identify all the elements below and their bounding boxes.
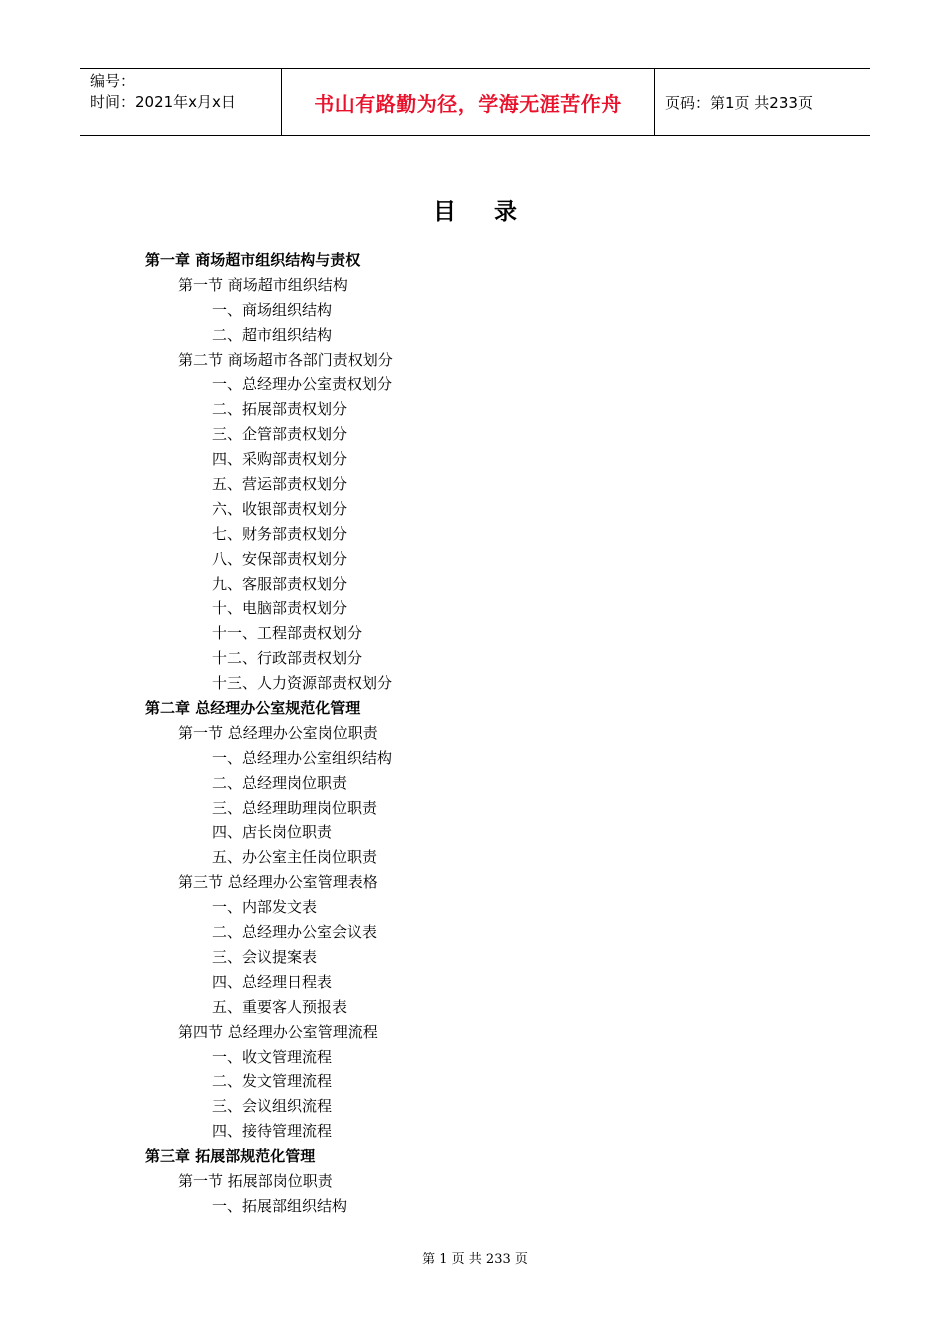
toc-subsection[interactable]: 三、会议提案表	[212, 947, 318, 966]
toc-subsection[interactable]: 八、安保部责权划分	[212, 549, 348, 568]
toc-subsection[interactable]: 六、收银部责权划分	[212, 499, 348, 518]
header-page-number: 页码：第1页 共233页	[665, 93, 813, 112]
toc-subsection[interactable]: 三、企管部责权划分	[212, 425, 348, 444]
toc-subsection[interactable]: 四、总经理日程表	[212, 972, 333, 991]
toc-subsection[interactable]: 一、总经理办公室责权划分	[212, 375, 393, 394]
toc-subsection[interactable]: 五、办公室主任岗位职责	[212, 848, 378, 867]
toc-chapter[interactable]: 第二章 总经理办公室规范化管理	[145, 699, 361, 718]
header-motto: 书山有路勤为径，学海无涯苦作舟	[282, 69, 655, 135]
toc-subsection[interactable]: 二、拓展部责权划分	[212, 400, 348, 419]
toc-section[interactable]: 第三节 总经理办公室管理表格	[178, 873, 378, 892]
toc-subsection[interactable]: 十三、人力资源部责权划分	[212, 674, 393, 693]
page-header	[80, 68, 870, 136]
toc-subsection[interactable]: 七、财务部责权划分	[212, 524, 348, 543]
toc-section[interactable]: 第一节 商场超市组织结构	[178, 275, 348, 294]
toc-section[interactable]: 第一节 拓展部岗位职责	[178, 1171, 333, 1190]
toc-subsection[interactable]: 四、店长岗位职责	[212, 823, 333, 842]
toc-subsection[interactable]: 一、拓展部组织结构	[212, 1196, 348, 1215]
toc-chapter[interactable]: 第一章 商场超市组织结构与责权	[145, 251, 361, 269]
toc-subsection[interactable]: 一、商场组织结构	[212, 300, 333, 319]
toc-subsection[interactable]: 一、收文管理流程	[212, 1047, 333, 1066]
toc-chapter[interactable]: 第三章 拓展部规范化管理	[145, 1147, 316, 1166]
header-date: 时间：2021年x月x日	[90, 93, 236, 111]
page-footer: 第 1 页 共 233 页	[422, 1252, 528, 1267]
toc-subsection[interactable]: 一、内部发文表	[212, 898, 318, 917]
toc-subsection[interactable]: 三、会议组织流程	[212, 1097, 333, 1116]
toc-section[interactable]: 第二节 商场超市各部门责权划分	[178, 350, 393, 369]
table-of-contents	[0, 248, 950, 1219]
toc-subsection[interactable]: 三、总经理助理岗位职责	[212, 798, 378, 817]
header-meta	[80, 69, 282, 135]
toc-section[interactable]: 第一节 总经理办公室岗位职责	[178, 723, 378, 742]
toc-subsection[interactable]: 二、发文管理流程	[212, 1072, 333, 1091]
toc-section[interactable]: 第四节 总经理办公室管理流程	[178, 1022, 378, 1041]
toc-subsection[interactable]: 五、重要客人预报表	[212, 997, 348, 1016]
toc-subsection[interactable]: 二、超市组织结构	[212, 325, 333, 344]
toc-subsection[interactable]: 四、采购部责权划分	[212, 450, 348, 469]
toc-subsection[interactable]: 一、总经理办公室组织结构	[212, 748, 393, 767]
page-title: 目录	[433, 199, 555, 225]
toc-subsection[interactable]: 二、总经理岗位职责	[212, 773, 348, 792]
toc-subsection[interactable]: 十、电脑部责权划分	[212, 599, 348, 618]
toc-subsection[interactable]: 十二、行政部责权划分	[212, 649, 363, 668]
toc-subsection[interactable]: 九、客服部责权划分	[212, 574, 348, 593]
toc-subsection[interactable]: 四、接待管理流程	[212, 1122, 333, 1141]
toc-subsection[interactable]: 五、营运部责权划分	[212, 475, 348, 494]
toc-subsection[interactable]: 二、总经理办公室会议表	[212, 923, 378, 942]
header-number-label: 编号：	[90, 72, 136, 90]
toc-subsection[interactable]: 十一、工程部责权划分	[212, 624, 363, 643]
